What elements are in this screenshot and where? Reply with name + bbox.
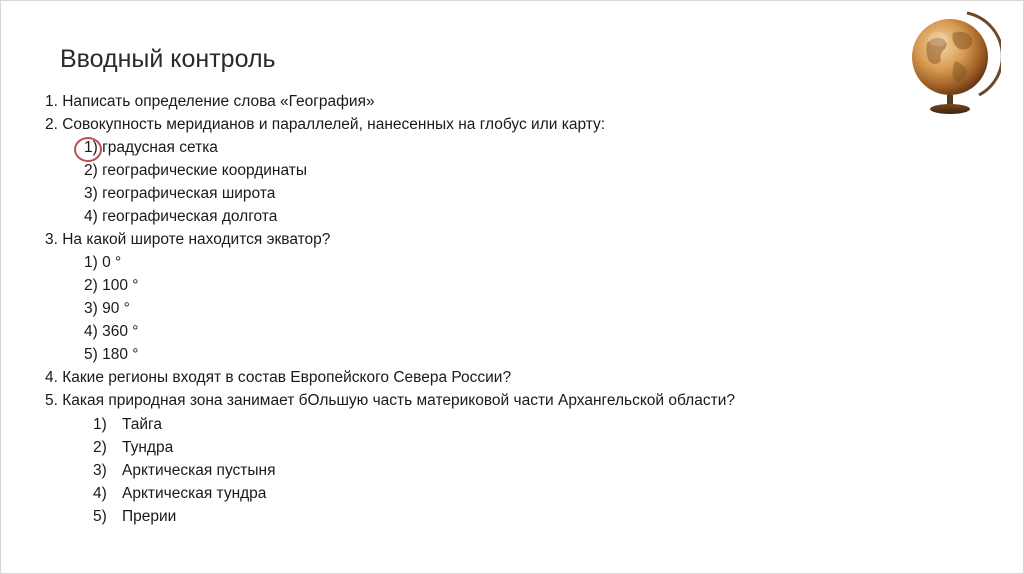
q5-option-text: Тундра <box>122 439 174 456</box>
q3-option-2: 2) 100 ° <box>84 277 139 294</box>
q5-option-3 <box>93 462 275 480</box>
q5-option-text: Арктическая пустыня <box>122 462 276 479</box>
q5-option-number: 4) <box>93 485 107 502</box>
q5-option-text: Тайга <box>122 416 162 433</box>
q2-option-4: 4) географическая долгота <box>84 208 278 225</box>
question-3: 3. На какой широте находится экватор? <box>45 231 331 248</box>
question-1: 1. Написать определение слова «География» <box>45 93 375 110</box>
q5-option-text: Арктическая тундра <box>122 485 267 502</box>
q5-option-number: 5) <box>93 508 107 525</box>
q3-option-4: 4) 360 ° <box>84 323 139 340</box>
q5-option-number: 2) <box>93 439 107 456</box>
q2-option-1: 1) градусная сетка <box>84 139 218 156</box>
q3-option-3: 3) 90 ° <box>84 300 130 317</box>
q5-option-1 <box>93 416 162 434</box>
question-2: 2. Совокупность меридианов и параллелей, нанесенных на глобус или карту: <box>45 116 606 133</box>
slide-title: Вводный контроль <box>60 45 276 73</box>
q5-option-2 <box>93 439 173 457</box>
q3-option-5: 5) 180 ° <box>84 346 139 363</box>
question-5: 5. Какая природная зона занимает бОльшую часть материковой части Архангельской области? <box>45 392 735 409</box>
q5-option-number: 3) <box>93 462 107 479</box>
q2-option-2: 2) географические координаты <box>84 162 308 179</box>
question-4: 4. Какие регионы входят в состав Европейского Севера России? <box>45 369 512 386</box>
q5-option-number: 1) <box>93 416 107 433</box>
q5-option-5 <box>93 508 176 526</box>
q5-option-text: Прерии <box>122 508 177 525</box>
answer-circle-mark <box>74 137 102 162</box>
q5-option-4 <box>93 485 266 503</box>
q3-option-1: 1) 0 ° <box>84 254 122 271</box>
globe-icon <box>905 9 1001 117</box>
q2-option-3: 3) географическая широта <box>84 185 276 202</box>
